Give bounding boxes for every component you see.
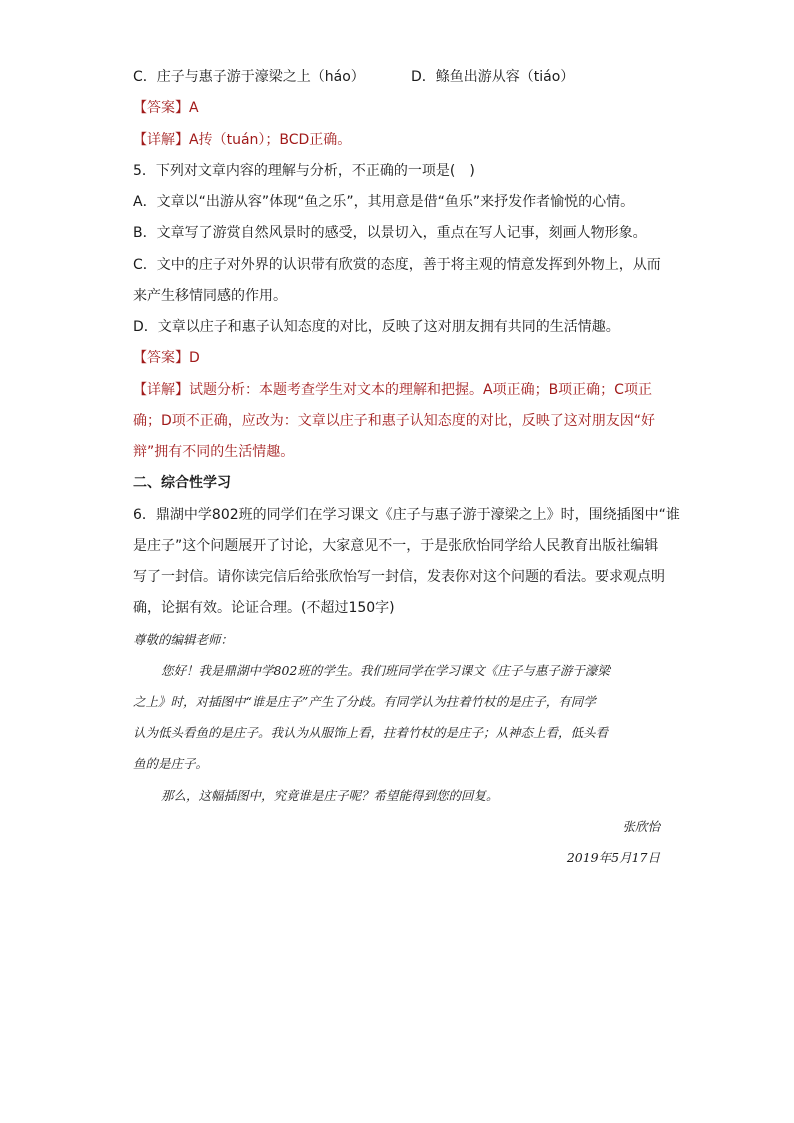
q4-option-c: C．庄子与惠子游于濠梁之上（háo） (133, 69, 365, 85)
q6-stem-line1: 6．鼎湖中学802班的同学们在学习课文《庄子与惠子游于濠梁之上》时，围绕插图中“谁 (133, 507, 680, 523)
q5-option-c-line1: C．文中的庄子对外界的认识带有欣赏的态度，善于将主观的情意发挥到外物上，从而 (133, 257, 661, 273)
q4-explanation: 【详解】A抟（tuán）；BCD正确。 (133, 132, 352, 148)
q5-stem: 5．下列对文章内容的理解与分析，不正确的一项是( ) (133, 163, 475, 179)
letter-date: 2019年5月17日 (566, 850, 660, 865)
q4-option-d: D．鲦鱼出游从容（tiáo） (411, 69, 575, 85)
q5-option-d: D．文章以庄子和惠子认知态度的对比，反映了这对朋友拥有共同的生活情趣。 (133, 319, 620, 335)
letter-signature: 张欣怡 (622, 819, 660, 834)
q6-stem-line3: 写了一封信。请你读完信后给张欣怡写一封信，发表你对这个问题的看法。要求观点明 (133, 569, 665, 585)
letter-salutation: 尊敬的编辑老师： (133, 632, 234, 647)
q6-stem-line2: 是庄子”这个问题展开了讨论，大家意见不一，于是张欣怡同学给人民教育出版社编辑 (133, 538, 659, 554)
letter-body-line3: 认为低头看鱼的是庄子。我认为从服饰上看，拄着竹杖的是庄子；从神态上看，低头看 (133, 725, 609, 740)
q5-answer: 【答案】D (133, 350, 200, 366)
letter-body-line5: 那么，这幅插图中，究竟谁是庄子呢？希望能得到您的回复。 (161, 788, 499, 803)
q5-option-c-line2: 来产生移情同感的作用。 (133, 288, 287, 304)
q6-stem-line4: 确，论据有效。论证合理。(不超过150字) (133, 600, 395, 616)
q5-explanation-line1: 【详解】试题分析：本题考查学生对文本的理解和把握。A项正确；B项正确；C项正 (133, 382, 652, 398)
section-heading: 二、综合性学习 (133, 475, 231, 491)
q4-answer: 【答案】A (133, 100, 199, 116)
q5-explanation-line2: 确；D项不正确，应改为：文章以庄子和惠子认知态度的对比，反映了这对朋友因“好 (133, 413, 656, 429)
letter-body-line2: 之上》时，对插图中“谁是庄子”产生了分歧。有同学认为拄着竹杖的是庄子，有同学 (133, 694, 596, 709)
letter-body-line4: 鱼的是庄子。 (133, 756, 209, 771)
q5-option-b: B．文章写了游赏自然风景时的感受，以景切入，重点在写人记事，刻画人物形象。 (133, 225, 647, 241)
q5-explanation-line3: 辩”拥有不同的生活情趣。 (133, 444, 295, 460)
letter-body-line1: 您好！我是鼎湖中学802班的学生。我们班同学在学习课文《庄子与惠子游于濠梁 (161, 663, 610, 678)
q5-option-a: A．文章以“出游从容”体现“鱼之乐”，其用意是借“鱼乐”来抒发作者愉悦的心情。 (133, 194, 635, 210)
